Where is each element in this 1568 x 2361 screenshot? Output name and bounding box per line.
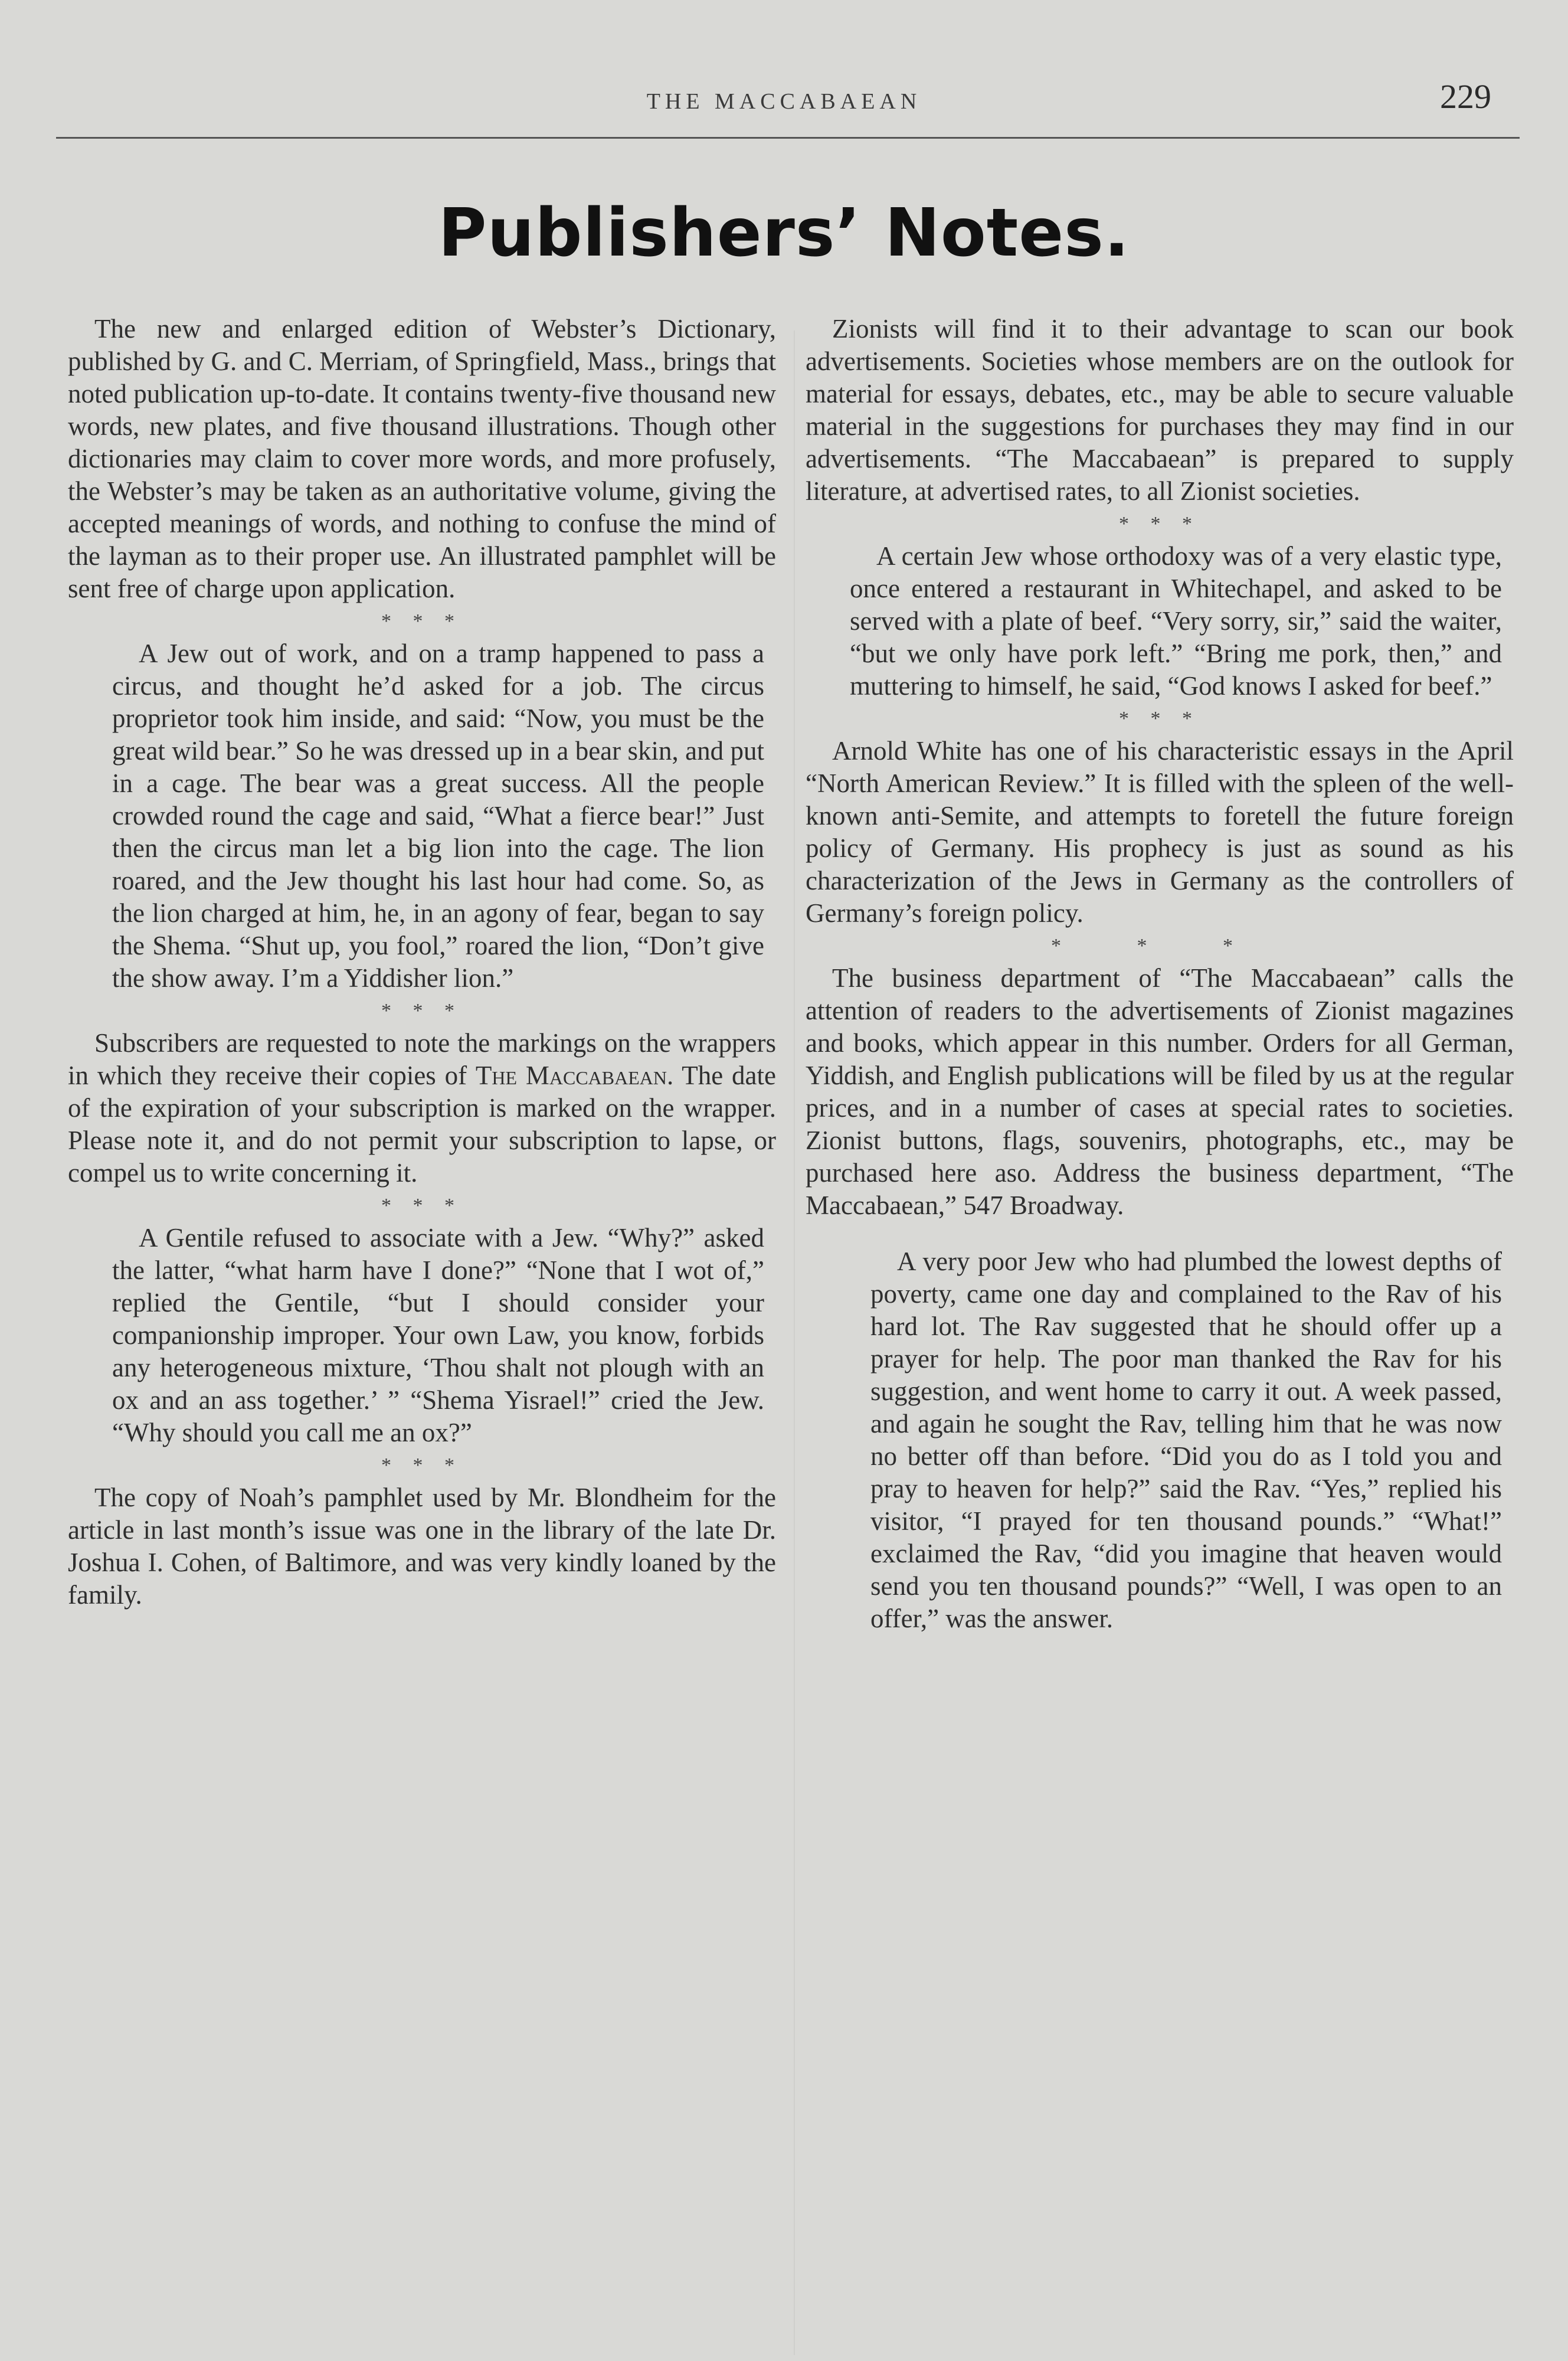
- subscription-notice-text: Subscribers are requested to note the markings on the wrappers in which they receive their copies of: [68, 1028, 776, 1090]
- gentile-anecdote: A Gentile refused to associate with a Jew. “Why?” asked the latter, “what harm have I done?” “None that I wot of,” replied the Gentile, “but I should consider your companionship improper. Your own Law, you know, forbids any heterogeneous mixture, ‘Thou shalt not plough with an ox and an ass together.’ ” “Shema Yisrael!” cried the Jew. “Why should you call me an ox?”: [112, 1223, 764, 1447]
- section-separator: * * *: [1119, 513, 1200, 535]
- left-column: [68, 313, 776, 1611]
- dictionary-note: The new and enlarged edition of Webster’s Dictionary, published by G. and C. Merriam, of Springfield, Mass., brings that noted publication up-to-date. It contains twenty-five thousand new words, new plates, and five thousand illustrations. Though other dictionaries may claim to cover more words, and more profusely, the Webster’s may be taken as an authoritative volume, giving the accepted meanings of words, and nothing to confuse the mind of the layman as to their proper use. An illustrated pamphlet will be sent free of charge upon application.: [68, 314, 776, 603]
- header-rule: [56, 137, 1520, 139]
- business-department-note: The business department of “The Maccabaean” calls the attention of readers to the advertisements of Zionist magazines and books, which appear in this number. Orders for all German, Yiddish, and English publications will be filed by us at the regular prices, and in a number of cases at special rates to societies. Zionist buttons, flags, souvenirs, photographs, etc., may be purchased here aso. Address the business department, “The Maccabaean,” 547 Broadway.: [806, 963, 1514, 1220]
- column-divider: [794, 331, 795, 2355]
- section-separator: * * *: [381, 1195, 463, 1217]
- arnold-white-note: Arnold White has one of his characteristic essays in the April “North American Review.” It is filled with the spleen of the well-known anti-Semite, and attempts to foretell the future foreign policy of Germany. His prophecy is just as sound as his characterization of the Jews in Germany as the controllers of Germany’s foreign policy.: [806, 736, 1514, 928]
- book-advertisements-note: Zionists will find it to their advantage to scan our book advertisements. Societies whose members are on the outlook for material for essays, debates, etc., may be able to secure valuable material in the suggestions for purchases they may find in our advertisements. “The Maccabaean” is prepared to supply literature, at advertised rates, to all Zionist societies.: [806, 314, 1514, 506]
- section-separator: * * *: [381, 1000, 463, 1022]
- subscription-notice-text-end: . The date of the expiration of your subscription is marked on the wrapper. Please note it, and do not permit your subscription to lapse, or compel us to write concerning it.: [68, 1061, 776, 1188]
- running-title: THE MACCABAEAN: [646, 89, 922, 114]
- whitechapel-anecdote: A certain Jew whose orthodoxy was of a very elastic type, once entered a restaurant in Whitechapel, and asked to be served with a plate of beef. “Very sorry, sir,” said the waiter, “but we only have pork left.” “Bring me pork, then,” and muttering to himself, he said, “God knows I asked for beef.”: [850, 541, 1502, 701]
- spacer: [806, 1222, 1514, 1245]
- section-separator: * * *: [1119, 708, 1200, 730]
- subscription-notice: [68, 1027, 776, 1189]
- section-separator: * * *: [381, 1454, 463, 1476]
- magazine-name: The Maccabaean: [475, 1061, 667, 1090]
- pamphlet-note: The copy of Noah’s pamphlet used by Mr. Blondheim for the article in last month’s issue was one in the library of the late Dr. Joshua I. Cohen, of Baltimore, and was very kindly loaned by the family.: [68, 1483, 776, 1610]
- right-column: [806, 313, 1514, 1635]
- circus-anecdote: A Jew out of work, and on a tramp happened to pass a circus, and thought he’d asked for a job. The circus proprietor took him inside, and said: “Now, you must be the great wild bear.” So he was dressed up in a bear skin, and put in a cage. The bear was a great success. All the people crowded round the cage and said, “What a fierce bear!” Just then the circus man let a big lion into the cage. The lion roared, and the Jew thought his last hour had come. So, as the lion charged at him, he, in an agony of fear, began to say the Shema. “Shut up, you fool,” roared the lion, “Don’t give the show away. I’m a Yiddisher lion.”: [112, 639, 764, 993]
- section-separator: * * *: [1051, 935, 1268, 957]
- section-separator: * * *: [381, 610, 463, 632]
- page-number: 229: [1440, 77, 1491, 116]
- page-title: Publishers’ Notes.: [438, 195, 1130, 272]
- rav-anecdote: A very poor Jew who had plumbed the lowest depths of poverty, came one day and complained to the Rav of his hard lot. The Rav suggested that he should offer up a prayer for help. The poor man thanked the Rav for his suggestion, and went home to carry it out. A week passed, and again he sought the Rav, telling him that he was now no better off than before. “Did you do as I told you and pray to heaven for help?” said the Rav. “Yes,” replied his visitor, “I prayed for ten thousand pounds.” “What!” exclaimed the Rav, “did you imagine that heaven would send you ten thousand pounds?” “Well, I was open to an offer,” was the answer.: [870, 1247, 1502, 1633]
